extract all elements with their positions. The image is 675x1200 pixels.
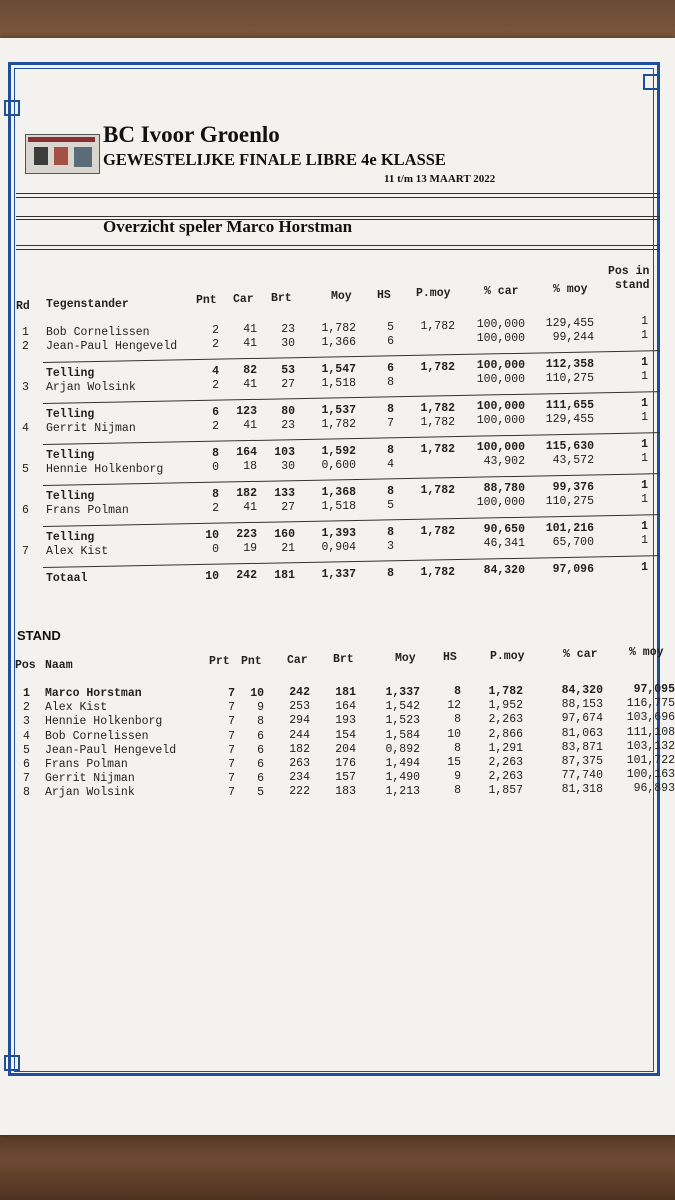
cell-pos: 1 <box>641 397 648 410</box>
event-title: GEWESTELIJKE FINALE LIBRE 4e KLASSE <box>103 150 446 169</box>
cell-pnt: 6 <box>212 406 219 419</box>
stand-cell-pmoy: 1,857 <box>488 784 523 798</box>
stand-cell-pmoy: 1,782 <box>488 685 523 698</box>
stand-cell-pct-moy: 111,108 <box>626 725 675 739</box>
cell-pct-moy: 129,455 <box>545 317 594 330</box>
stand-cell-car: 263 <box>289 757 310 770</box>
col-header-pos-line2: stand <box>615 279 650 292</box>
cell-hs: 4 <box>387 458 394 471</box>
cell-name: Telling <box>46 449 95 462</box>
stand-cell-pct-car: 87,375 <box>561 755 603 768</box>
stand-cell-pos: 5 <box>23 743 30 757</box>
col-header-hs: HS <box>377 289 391 302</box>
cell-hs: 5 <box>387 499 394 512</box>
cell-rd: 2 <box>22 340 29 353</box>
stand-header-moy: Moy <box>395 652 416 665</box>
cell-hs: 8 <box>387 485 394 498</box>
cell-car: 41 <box>243 419 257 432</box>
stand-cell-naam: Alex Kist <box>45 701 108 715</box>
cell-brt: 53 <box>281 364 295 377</box>
cell-pnt: 4 <box>212 365 219 378</box>
stand-cell-pnt: 10 <box>250 687 264 700</box>
cell-rd: 6 <box>22 504 29 517</box>
stand-cell-pnt: 6 <box>257 772 264 786</box>
stand-cell-moy: 1,542 <box>385 700 420 714</box>
cell-brt: 27 <box>281 378 295 391</box>
cell-pct-car: 100,000 <box>476 318 525 331</box>
cell-pos: 1 <box>641 493 648 506</box>
cell-hs: 7 <box>387 417 394 430</box>
stand-cell-brt: 204 <box>335 742 356 756</box>
col-header-opponent: Tegenstander <box>46 298 129 311</box>
stand-cell-brt: 164 <box>335 700 356 714</box>
cell-moy: 1,782 <box>321 322 356 335</box>
cell-pct-car: 90,650 <box>483 523 525 536</box>
stand-cell-car: 222 <box>289 785 310 799</box>
col-header-pct-moy: % moy <box>553 283 588 296</box>
table-surface <box>0 1135 675 1200</box>
stand-cell-pnt: 5 <box>257 786 264 800</box>
col-header-moy: Moy <box>331 290 352 303</box>
cell-car: 41 <box>243 378 257 391</box>
cell-car: 41 <box>243 501 257 514</box>
cell-rd: 4 <box>22 422 29 435</box>
stand-cell-prt: 7 <box>228 715 235 729</box>
stand-cell-brt: 183 <box>335 785 356 799</box>
cell-car: 182 <box>236 487 257 500</box>
stand-cell-hs: 8 <box>454 685 461 698</box>
stand-header-pmoy: P.moy <box>490 650 525 663</box>
cell-brt: 21 <box>281 542 295 555</box>
stand-cell-naam: Gerrit Nijman <box>45 772 135 786</box>
stand-cell-pmoy: 2,866 <box>488 727 523 741</box>
cell-pct-car: 100,000 <box>476 441 525 454</box>
stand-cell-brt: 157 <box>335 771 356 785</box>
cell-pos: 1 <box>641 356 648 369</box>
cell-rd: 3 <box>22 381 29 394</box>
stand-cell-naam: Marco Horstman <box>45 687 142 700</box>
cell-car: 18 <box>243 460 257 473</box>
cell-pos: 1 <box>641 534 648 547</box>
stand-cell-pmoy: 2,263 <box>488 770 523 784</box>
cell-rd: 1 <box>22 326 29 339</box>
cell-pct-moy: 65,700 <box>552 536 594 549</box>
cell-hs: 8 <box>387 526 394 539</box>
stand-cell-pos: 2 <box>23 701 30 715</box>
cell-brt: 181 <box>274 569 295 582</box>
cell-name: Bob Cornelissen <box>46 326 150 339</box>
cell-pmoy: 1,782 <box>420 484 455 497</box>
stand-cell-hs: 15 <box>447 756 461 769</box>
cell-pos: 1 <box>641 370 648 383</box>
cell-pct-car: 100,000 <box>476 359 525 372</box>
cell-car: 242 <box>236 569 257 582</box>
stand-cell-prt: 7 <box>228 786 235 800</box>
cell-pnt: 8 <box>212 447 219 460</box>
frame-corner-ornament <box>4 100 20 116</box>
cell-car: 82 <box>243 364 257 377</box>
cell-pos: 1 <box>641 479 648 492</box>
cell-pos: 1 <box>641 452 648 465</box>
cell-name: Totaal <box>46 572 88 585</box>
cell-pnt: 2 <box>212 379 219 392</box>
stand-cell-pct-moy: 101,722 <box>626 754 675 767</box>
stand-header-brt: Brt <box>333 653 354 666</box>
cell-rd: 7 <box>22 545 29 558</box>
col-header-pmoy: P.moy <box>416 287 451 300</box>
cell-pmoy: 1,782 <box>420 443 455 456</box>
stand-cell-pct-moy: 103,696 <box>626 711 675 725</box>
stand-cell-pnt: 6 <box>257 758 264 771</box>
stand-cell-pct-moy: 96,893 <box>633 782 675 796</box>
cell-moy: 0,904 <box>321 541 356 554</box>
cell-moy: 1,366 <box>321 336 356 349</box>
cell-car: 19 <box>243 542 257 555</box>
stand-cell-prt: 7 <box>228 687 235 700</box>
stand-cell-moy: 0,892 <box>385 742 420 756</box>
cell-name: Telling <box>46 367 95 380</box>
cell-pct-moy: 110,275 <box>545 372 594 385</box>
stand-cell-pos: 4 <box>23 729 30 743</box>
stand-cell-hs: 10 <box>447 727 461 741</box>
divider <box>16 245 660 246</box>
stand-title: STAND <box>17 628 61 643</box>
stand-cell-pos: 7 <box>23 772 30 786</box>
stand-header-prt: Prt <box>209 655 230 668</box>
stand-cell-pmoy: 2,263 <box>488 756 523 769</box>
stand-header-car: Car <box>287 654 308 667</box>
cell-pos: 1 <box>641 329 648 342</box>
cell-hs: 6 <box>387 335 394 348</box>
cell-brt: 23 <box>281 419 295 432</box>
cell-brt: 27 <box>281 501 295 514</box>
stand-header-pct-moy: % moy <box>629 646 664 659</box>
stand-cell-pmoy: 1,952 <box>488 699 523 713</box>
stand-cell-pct-car: 81,318 <box>561 783 603 797</box>
cell-rd: 5 <box>22 463 29 476</box>
cell-hs: 8 <box>387 376 394 389</box>
stand-cell-hs: 12 <box>447 699 461 713</box>
stand-header-naam: Naam <box>45 659 73 672</box>
cell-hs: 8 <box>387 567 394 580</box>
stand-cell-moy: 1,523 <box>385 714 420 728</box>
col-header-pos-line1: Pos in <box>608 265 650 278</box>
stand-cell-naam: Arjan Wolsink <box>45 786 135 800</box>
cell-pct-moy: 112,358 <box>545 358 594 371</box>
event-dates: 11 t/m 13 MAART 2022 <box>384 173 496 185</box>
cell-name: Jean-Paul Hengeveld <box>46 340 178 353</box>
cell-pmoy: 1,782 <box>420 320 455 333</box>
col-header-car: Car <box>233 293 254 306</box>
cell-pnt: 10 <box>205 529 219 542</box>
stand-cell-pos: 3 <box>23 715 30 729</box>
cell-pmoy: 1,782 <box>420 361 455 374</box>
cell-pct-car: 100,000 <box>476 400 525 413</box>
cell-pct-moy: 101,216 <box>545 522 594 535</box>
cell-hs: 8 <box>387 403 394 416</box>
cell-pmoy: 1,782 <box>420 402 455 415</box>
stand-header-pos: Pos <box>15 659 36 672</box>
stand-cell-car: 253 <box>289 700 310 714</box>
cell-pnt: 8 <box>212 488 219 501</box>
cell-brt: 160 <box>274 528 295 541</box>
stand-cell-moy: 1,337 <box>385 686 420 699</box>
stand-cell-hs: 8 <box>454 784 461 798</box>
cell-name: Hennie Holkenborg <box>46 463 164 476</box>
cell-car: 164 <box>236 446 257 459</box>
stand-header-hs: HS <box>443 651 457 664</box>
cell-name: Alex Kist <box>46 545 109 558</box>
cell-brt: 23 <box>281 323 295 336</box>
cell-pnt: 0 <box>212 461 219 474</box>
col-header-pct-car: % car <box>484 285 519 298</box>
stand-cell-prt: 7 <box>228 758 235 771</box>
cell-pct-moy: 99,244 <box>552 331 594 344</box>
stand-cell-pos: 1 <box>23 687 30 700</box>
cell-brt: 30 <box>281 337 295 350</box>
cell-pct-car: 100,000 <box>476 373 525 386</box>
stand-cell-car: 234 <box>289 771 310 785</box>
cell-hs: 8 <box>387 444 394 457</box>
cell-pct-moy: 110,275 <box>545 495 594 508</box>
cell-pct-car: 46,341 <box>483 537 525 550</box>
cell-moy: 0,600 <box>321 459 356 472</box>
cell-name: Gerrit Nijman <box>46 422 136 435</box>
stand-cell-car: 294 <box>289 714 310 728</box>
stand-cell-pmoy: 1,291 <box>488 741 523 755</box>
stand-cell-pct-moy: 100,163 <box>626 768 675 782</box>
player-overview-title: Overzicht speler Marco Horstman <box>103 217 353 236</box>
cell-pct-moy: 115,630 <box>545 440 594 453</box>
stand-cell-pnt: 9 <box>257 701 264 715</box>
stand-header-pnt: Pnt <box>241 655 262 668</box>
stand-cell-moy: 1,494 <box>385 757 420 770</box>
cell-pct-moy: 111,655 <box>545 399 594 412</box>
cell-pnt: 2 <box>212 338 219 351</box>
divider <box>16 249 660 250</box>
col-header-rd: Rd <box>16 300 30 313</box>
cell-moy: 1,368 <box>321 486 356 499</box>
stand-header-pct-car: % car <box>563 648 598 661</box>
cell-pct-moy: 43,572 <box>552 454 594 467</box>
cell-car: 223 <box>236 528 257 541</box>
cell-pnt: 2 <box>212 502 219 515</box>
cell-pnt: 10 <box>205 570 219 583</box>
stand-cell-moy: 1,584 <box>385 728 420 742</box>
cell-pos: 1 <box>641 438 648 451</box>
club-logo <box>25 134 100 174</box>
cell-pos: 1 <box>641 315 648 328</box>
stand-cell-pct-moy: 103,132 <box>626 739 675 753</box>
stand-cell-pct-car: 97,674 <box>561 712 603 726</box>
stand-cell-prt: 7 <box>228 729 235 743</box>
cell-pct-car: 88,780 <box>483 482 525 495</box>
stand-cell-brt: 154 <box>335 728 356 742</box>
stand-cell-prt: 7 <box>228 743 235 757</box>
cell-moy: 1,537 <box>321 404 356 417</box>
stand-cell-pos: 8 <box>23 786 30 800</box>
stand-cell-pnt: 6 <box>257 743 264 757</box>
stand-cell-prt: 7 <box>228 701 235 715</box>
stand-cell-car: 244 <box>289 728 310 742</box>
stand-cell-pmoy: 2,263 <box>488 713 523 727</box>
stand-cell-hs: 9 <box>454 770 461 784</box>
cell-pos: 1 <box>641 520 648 533</box>
cell-name: Frans Polman <box>46 504 129 517</box>
cell-pct-car: 100,000 <box>476 496 525 509</box>
cell-pct-car: 43,902 <box>483 455 525 468</box>
cell-brt: 30 <box>281 460 295 473</box>
stand-cell-naam: Bob Cornelissen <box>45 729 149 743</box>
cell-pct-car: 84,320 <box>483 564 525 577</box>
club-name: BC Ivoor Groenlo <box>103 122 280 147</box>
stand-cell-pct-car: 81,063 <box>561 726 603 740</box>
stand-cell-pct-car: 83,871 <box>561 740 603 754</box>
cell-name: Telling <box>46 490 95 503</box>
stand-cell-hs: 8 <box>454 713 461 727</box>
col-header-pnt: Pnt <box>196 294 217 307</box>
cell-car: 41 <box>243 337 257 350</box>
stand-cell-pos: 6 <box>23 758 30 771</box>
cell-brt: 103 <box>274 446 295 459</box>
cell-pnt: 0 <box>212 543 219 556</box>
stand-cell-pnt: 6 <box>257 729 264 743</box>
cell-brt: 80 <box>281 405 295 418</box>
stand-cell-hs: 8 <box>454 741 461 755</box>
stand-cell-pnt: 8 <box>257 715 264 729</box>
stand-cell-pct-car: 77,740 <box>561 769 603 783</box>
cell-moy: 1,547 <box>321 363 356 376</box>
divider <box>16 193 660 194</box>
cell-pct-car: 100,000 <box>476 414 525 427</box>
cell-moy: 1,337 <box>321 568 356 581</box>
stand-cell-brt: 176 <box>335 757 356 770</box>
stand-cell-pct-moy: 97,095 <box>633 683 675 696</box>
cell-name: Telling <box>46 531 95 544</box>
cell-pos: 1 <box>641 411 648 424</box>
stand-cell-moy: 1,213 <box>385 785 420 799</box>
frame-corner-ornament <box>4 1055 20 1071</box>
stand-cell-brt: 193 <box>335 714 356 728</box>
cell-moy: 1,393 <box>321 527 356 540</box>
cell-pnt: 2 <box>212 324 219 337</box>
stand-cell-pct-car: 84,320 <box>561 684 603 697</box>
stand-cell-moy: 1,490 <box>385 771 420 785</box>
cell-car: 123 <box>236 405 257 418</box>
cell-pos: 1 <box>641 561 648 574</box>
stand-cell-prt: 7 <box>228 772 235 786</box>
cell-pnt: 2 <box>212 420 219 433</box>
cell-car: 41 <box>243 323 257 336</box>
cell-brt: 133 <box>274 487 295 500</box>
stand-cell-naam: Jean-Paul Hengeveld <box>45 743 177 757</box>
stand-cell-naam: Frans Polman <box>45 758 128 771</box>
col-header-brt: Brt <box>271 292 292 305</box>
cell-name: Arjan Wolsink <box>46 381 136 394</box>
cell-moy: 1,518 <box>321 377 356 390</box>
cell-pct-moy: 99,376 <box>552 481 594 494</box>
cell-moy: 1,592 <box>321 445 356 458</box>
divider <box>16 197 660 198</box>
stand-cell-naam: Hennie Holkenborg <box>45 715 163 729</box>
stand-cell-pct-moy: 116,775 <box>626 697 675 711</box>
cell-name: Telling <box>46 408 95 421</box>
frame-corner-ornament <box>643 74 659 90</box>
stand-cell-pct-car: 88,153 <box>561 698 603 712</box>
cell-hs: 5 <box>387 321 394 334</box>
cell-hs: 6 <box>387 362 394 375</box>
stand-cell-car: 242 <box>289 686 310 699</box>
cell-pct-moy: 97,096 <box>552 563 594 576</box>
cell-pmoy: 1,782 <box>420 525 455 538</box>
stand-cell-car: 182 <box>289 742 310 756</box>
cell-pct-car: 100,000 <box>476 332 525 345</box>
cell-hs: 3 <box>387 540 394 553</box>
cell-pmoy: 1,782 <box>420 566 455 579</box>
cell-moy: 1,782 <box>321 418 356 431</box>
stand-cell-brt: 181 <box>335 686 356 699</box>
cell-pct-moy: 129,455 <box>545 413 594 426</box>
cell-pmoy: 1,782 <box>420 416 455 429</box>
cell-moy: 1,518 <box>321 500 356 513</box>
